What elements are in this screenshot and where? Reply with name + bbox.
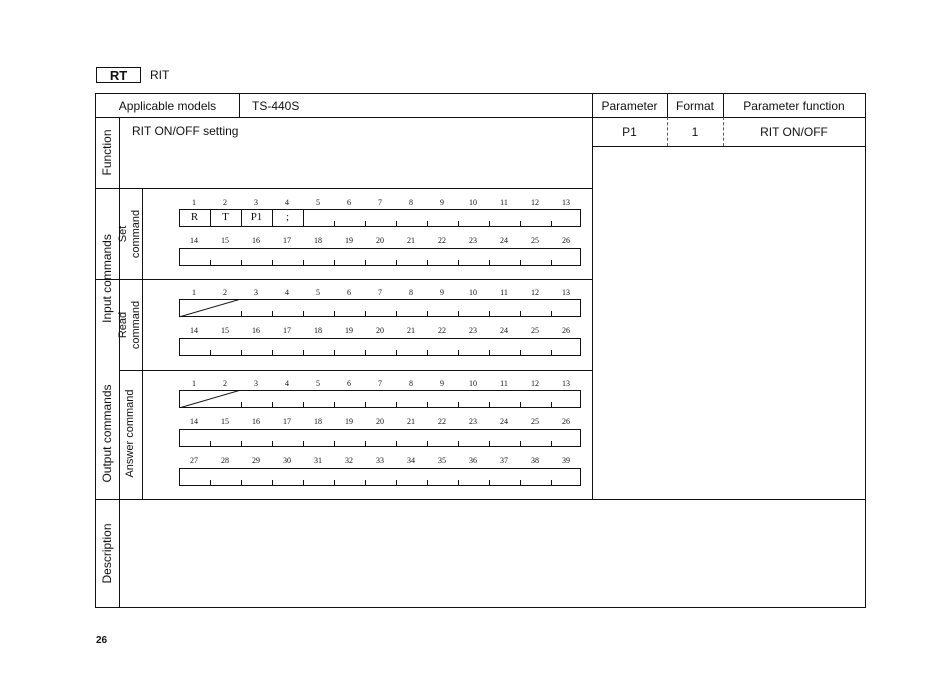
digit-number: 3 <box>254 379 258 388</box>
digit-number: 17 <box>283 236 291 245</box>
digit-number: 12 <box>531 198 539 207</box>
digit-number: 11 <box>500 288 508 297</box>
digit-number: 2 <box>223 198 227 207</box>
parameter-function-header: Parameter function <box>743 98 845 113</box>
function-text: RIT ON/OFF setting <box>132 124 239 138</box>
digit-number: 24 <box>500 417 508 426</box>
digit-number: 8 <box>409 379 413 388</box>
digit-number: 25 <box>531 236 539 245</box>
digit-number: 12 <box>531 379 539 388</box>
description-label: Description <box>100 523 114 584</box>
digit-number: 26 <box>562 236 570 245</box>
digit-number: 13 <box>562 288 570 297</box>
digit-number: 3 <box>254 198 258 207</box>
param-p1: P1 <box>622 124 637 139</box>
digit-number: 18 <box>314 236 322 245</box>
digit-number: 11 <box>500 379 508 388</box>
digit-number: 5 <box>316 288 320 297</box>
digit-number: 8 <box>409 198 413 207</box>
digit-number: 9 <box>440 288 444 297</box>
digit-number: 29 <box>252 456 260 465</box>
function-label: Function <box>100 129 114 176</box>
digit-number: 14 <box>190 236 198 245</box>
digit-number: 23 <box>469 326 477 335</box>
digit-number: 23 <box>469 417 477 426</box>
digit-number: 18 <box>314 326 322 335</box>
digit-number: 1 <box>192 288 196 297</box>
set-command-grid <box>179 198 581 270</box>
set-cell-t: T <box>222 211 229 223</box>
digit-number: 18 <box>314 417 322 426</box>
digit-number: 21 <box>407 326 415 335</box>
digit-number: 16 <box>252 326 260 335</box>
digit-number: 19 <box>345 236 353 245</box>
command-table <box>95 93 866 608</box>
set-command-label: Set command <box>117 209 142 259</box>
digit-number: 8 <box>409 288 413 297</box>
read-diagonal <box>179 299 241 317</box>
digit-number: 20 <box>376 236 384 245</box>
digit-number: 25 <box>531 417 539 426</box>
digit-number: 16 <box>252 417 260 426</box>
digit-number: 39 <box>562 456 570 465</box>
digit-number: 5 <box>316 198 320 207</box>
param-format: 1 <box>691 124 699 139</box>
digit-number: 22 <box>438 236 446 245</box>
set-cell-r: R <box>190 211 199 223</box>
digit-number: 7 <box>378 288 382 297</box>
digit-number: 10 <box>469 198 477 207</box>
digit-number: 9 <box>440 379 444 388</box>
digit-number: 11 <box>500 198 508 207</box>
set-cell-p1: P1 <box>250 211 263 223</box>
digit-number: 10 <box>469 288 477 297</box>
digit-number: 17 <box>283 417 291 426</box>
model-name: TS-440S <box>252 98 300 113</box>
digit-number: 7 <box>378 379 382 388</box>
digit-number: 6 <box>347 198 351 207</box>
digit-number: 34 <box>407 456 415 465</box>
page-number: 26 <box>96 635 108 646</box>
digit-number: 12 <box>531 288 539 297</box>
digit-number: 23 <box>469 236 477 245</box>
digit-number: 20 <box>376 417 384 426</box>
digit-number: 4 <box>285 379 289 388</box>
command-code-box: RT <box>96 67 141 83</box>
digit-number: 13 <box>562 198 570 207</box>
digit-number: 20 <box>376 326 384 335</box>
digit-number: 31 <box>314 456 322 465</box>
digit-number: 15 <box>221 236 229 245</box>
digit-number: 14 <box>190 417 198 426</box>
digit-number: 19 <box>345 417 353 426</box>
digit-number: 21 <box>407 417 415 426</box>
digit-number: 14 <box>190 326 198 335</box>
digit-number: 1 <box>192 379 196 388</box>
digit-number: 21 <box>407 236 415 245</box>
digit-number: 37 <box>500 456 508 465</box>
digit-number: 36 <box>469 456 477 465</box>
digit-number: 16 <box>252 236 260 245</box>
read-command-grid <box>179 288 581 360</box>
digit-number: 7 <box>378 198 382 207</box>
applicable-models-label: Applicable models <box>118 98 217 113</box>
set-cell-terminator: ; <box>285 211 290 223</box>
digit-number: 33 <box>376 456 384 465</box>
digit-number: 35 <box>438 456 446 465</box>
digit-number: 22 <box>438 326 446 335</box>
digit-number: 10 <box>469 379 477 388</box>
digit-number: 15 <box>221 417 229 426</box>
answer-command-label: Answer command <box>124 389 136 478</box>
digit-number: 17 <box>283 326 291 335</box>
digit-number: 38 <box>531 456 539 465</box>
digit-number: 28 <box>221 456 229 465</box>
digit-number: 4 <box>285 288 289 297</box>
digit-number: 6 <box>347 288 351 297</box>
digit-number: 13 <box>562 379 570 388</box>
digit-number: 2 <box>223 379 227 388</box>
input-commands-label: Input commands <box>100 234 114 323</box>
digit-number: 24 <box>500 326 508 335</box>
digit-number: 26 <box>562 417 570 426</box>
digit-number: 9 <box>440 198 444 207</box>
digit-number: 25 <box>531 326 539 335</box>
answer-command-grid <box>179 379 581 491</box>
command-name: RIT <box>150 68 170 82</box>
digit-number: 30 <box>283 456 291 465</box>
digit-number: 3 <box>254 288 258 297</box>
output-commands-label: Output commands <box>100 384 114 483</box>
param-function: RIT ON/OFF <box>760 124 828 139</box>
digit-number: 1 <box>192 198 196 207</box>
command-title <box>96 66 169 84</box>
digit-number: 5 <box>316 379 320 388</box>
digit-number: 24 <box>500 236 508 245</box>
digit-number: 26 <box>562 326 570 335</box>
digit-number: 22 <box>438 417 446 426</box>
parameter-header: Parameter <box>601 98 658 113</box>
digit-number: 19 <box>345 326 353 335</box>
digit-number: 2 <box>223 288 227 297</box>
digit-number: 27 <box>190 456 198 465</box>
digit-number: 6 <box>347 379 351 388</box>
digit-number: 15 <box>221 326 229 335</box>
digit-number: 4 <box>285 198 289 207</box>
read-command-label: Read command <box>117 300 142 350</box>
digit-number: 32 <box>345 456 353 465</box>
format-header: Format <box>675 98 714 113</box>
answer-diagonal <box>179 390 241 408</box>
